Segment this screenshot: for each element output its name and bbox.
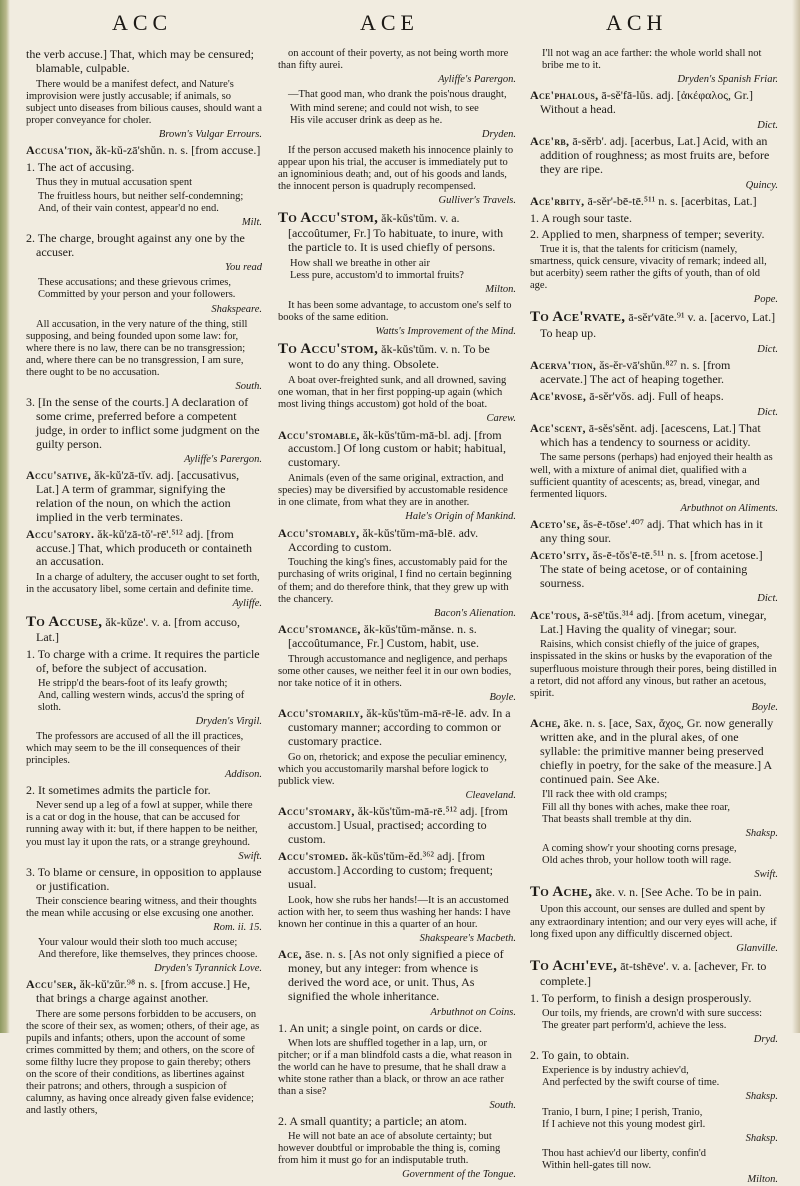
entry-headword: Ache,: [530, 715, 561, 730]
quotation: Never send up a leg of a fowl at supper, while there is a cat or dog in the house, that can be accused for running away with it: but, if there happen to be neither, you must lay it upon the rats, or a strange greyhound.: [26, 800, 258, 848]
citation: Swift.: [238, 850, 262, 862]
entry-headword: Ace'rb,: [530, 134, 570, 149]
entry-definition: ā-sĕrb'. adj. [acerbus, Lat.] Acid, with an addition of roughness; as most fruits are, before they are ripe.: [540, 134, 770, 177]
citation: Milton.: [747, 1173, 778, 1185]
quotation: When lots are shuffled together in a lap, urn, or pitcher; or if a man blindfold casts a die, what reason in the world can he have to presume, that he shall draw a white stone rather than a black, or throw an ace rather than a sise?: [278, 1037, 512, 1097]
citation: Dryden's Spanish Friar.: [677, 74, 778, 86]
entry-headword: Accu'stomed.: [278, 848, 349, 863]
entry-definition: ăk-kŭs'tŭm. v. n. To be wont to do any thing. Obsolete.: [288, 341, 490, 372]
entry-headword: Accu'sative,: [26, 467, 92, 482]
entry-headword: Aceto'sity,: [530, 547, 590, 562]
entry-sense: 3. To blame or censure, in opposition to applause or justification.: [26, 864, 262, 893]
dictionary-entry: [530, 717, 778, 787]
entry-continuation: the verb accuse.] That, which may be censured; blamable, culpable.: [26, 47, 255, 75]
entry-headword: Accu'ser,: [26, 977, 77, 992]
entry-headword: Ace,: [278, 946, 302, 961]
quotation: In a charge of adultery, the accuser ought to set forth, in the accusatory libel, some certain and definite time.: [26, 572, 260, 596]
citation: Brown's Vulgar Errours.: [158, 129, 262, 141]
citation: Quincy.: [745, 180, 778, 191]
citation: Ayliffe's Parergon.: [184, 453, 262, 465]
entry-definition: ăs-ē-tŏs'ē-tē.⁵¹¹ n. s. [from acetose.] The state of being acetose, or of containing sourness.: [540, 547, 763, 590]
entry-definition: ā-sĕ'fā-lŭs. adj. [ἀκέφαλος, Gr.] Without a head.: [540, 88, 754, 117]
dictionary-entry: [278, 527, 516, 555]
citation: Ayliffe.: [232, 598, 262, 610]
entry-sense: 2. A small quantity; a particle; an atom.: [278, 1114, 467, 1129]
entry-definition: ăk-kŭ-zā'shŭn. n. s. [from accuse.]: [92, 143, 261, 158]
entry-definition: ā-sĕr'-bē-tē.⁵¹¹ n. s. [acerbitas, Lat.]: [584, 194, 757, 209]
citation: Shakspeare.: [211, 303, 262, 315]
entry-headword: Aceto'se,: [530, 516, 581, 531]
dictionary-entry: [278, 623, 516, 651]
entry-sense: 1. A rough sour taste.: [530, 211, 632, 226]
entry-headword: Ace'phalous,: [530, 88, 599, 103]
entry-headword: Accu'satory.: [26, 526, 95, 541]
verse-quotation: He stripp'd the bears-foot of its leafy growth; And, calling western winds, accus'd the spring of sloth.: [38, 677, 245, 713]
citation: Carew.: [486, 413, 516, 425]
entry-definition: ăk-kŭs'tŭm-mā-blē. adv. According to custom.: [288, 525, 479, 554]
dictionary-entry: [26, 528, 262, 570]
entry-sense: 2. The charge, brought against any one by the accuser.: [26, 231, 245, 260]
dictionary-entry: [530, 135, 778, 177]
citation: You read: [225, 262, 262, 274]
citation: South.: [235, 381, 262, 392]
dictionary-entry: [278, 707, 516, 749]
citation: Government of the Tongue.: [402, 1169, 516, 1181]
entry-headword: To Accu'stom,: [278, 340, 379, 357]
citation: Gulliver's Travels.: [438, 194, 516, 206]
entry-definition: ā-sĕs'sĕnt. adj. [acescens, Lat.] That which has a tendency to sourness or acidity.: [540, 420, 761, 449]
citation: Ayliffe's Parergon.: [438, 74, 516, 86]
running-head-left: ACC: [112, 10, 173, 35]
entry-definition: ăk-kŭs'tŭm-ĕd.³⁶² adj. [from accustom.] According to custom; frequent; usual.: [288, 848, 493, 891]
column-middle: [278, 48, 516, 1181]
entry-headword: Accu'stomable,: [278, 427, 360, 442]
citation: Dict.: [757, 593, 778, 605]
entry-headword: Acerva'tion,: [530, 357, 597, 372]
citation: Pope.: [753, 294, 778, 306]
entry-definition: āke. v. n. [See Ache. To be in pain.: [592, 885, 762, 900]
quotation: Upon this account, our senses are dulled and spent by any extraordinary intention; and our very eyes will ache, if long fixed upon any difficultly discerned object.: [530, 904, 777, 940]
citation: Hale's Origin of Mankind.: [405, 511, 516, 523]
entry-definition: ăk-kŭs'tŭm-mā-rē.⁵¹² adj. [from accustom.] Usual, practised; according to custom.: [288, 804, 508, 846]
verse-quotation: With mind serene; and could not wish, to see His vile accuser drink as deep as he.: [290, 103, 479, 127]
quotation: Their conscience bearing witness, and their thoughts the mean while accusing or else excusing one another.: [26, 895, 257, 919]
dictionary-entry: [278, 341, 516, 372]
quotation: If the person accused maketh his innocence plainly to appear upon his trial, the accuser is immediately put to an ignominious death; and, out of his goods and lands, the innocent person is quadruply recompensed.: [278, 144, 514, 192]
quotation: Thus they in mutual accusation spent: [36, 177, 193, 189]
quotation: Raisins, which consist chiefly of the juice of grapes, inspissated in the skins or husks by the evaporation of the superfluous moisture through their pores, being distilled in a retort, did not afford any vinous, but rather an acetous, spirit.: [530, 639, 777, 699]
entry-definition: ăk-kŭ'zā-tĭv. adj. [accusativus, Lat.] A term of grammar, signifying the relation of the noun, on which the action implied in the verb terminates.: [36, 467, 240, 524]
entry-sense: 1. An unit; a single point, on cards or dice.: [278, 1020, 482, 1035]
column-left: [26, 47, 262, 1117]
quotation: It has been some advantage, to accustom one's self to books of the same edition.: [278, 299, 512, 323]
verse-quotation: How shall we breathe in other air Less pure, accustom'd to immortal fruits?: [290, 258, 464, 282]
column-right: [530, 48, 778, 1185]
entry-definition: ăk-kŭze'. v. a. [from accuso, Lat.]: [36, 614, 241, 644]
entry-headword: To Ace'rvate,: [530, 309, 626, 326]
quotation: on account of their poverty, as not being worth more than fifty aurei.: [278, 48, 509, 72]
citation: Milt.: [241, 217, 262, 229]
entry-headword: Accu'stomably,: [278, 525, 360, 540]
entry-definition: ăs-ē-tōse'.⁴⁰⁷ adj. That which has in it any thing sour.: [540, 516, 763, 545]
entry-definition: ăk-kŭ'zā-tŏ'-rē'.⁵¹² adj. [from accuse.] That, which produceth or containeth an accusation.: [36, 526, 253, 569]
entry-definition: ăk-kŭ'zŭr.⁹⁸ n. s. [from accuse.] He, that brings a charge against another.: [36, 977, 251, 1006]
verse-quotation: Tranio, I burn, I pine; I perish, Tranio, If I achieve not this young modest girl.: [542, 1106, 706, 1130]
entry-definition: ăk-kŭs'tŭm-mā-bl. adj. [from accustom.] Of long custom or habit; habitual, customary.: [288, 427, 506, 470]
citation: Arbuthnot on Aliments.: [680, 502, 778, 514]
quotation: Through accustomance and negligence, and perhaps some other causes, we neither feel it in our own bodies, nor take notice of it in others.: [278, 653, 512, 689]
verse-quotation: Experience is by industry achiev'd, And perfected by the swift course of time.: [542, 1065, 720, 1089]
running-head-right: ACH: [606, 10, 668, 35]
running-heads: [0, 10, 800, 44]
citation: Dict.: [757, 120, 778, 132]
citation: Shaksp.: [745, 1132, 778, 1144]
dictionary-entry: [530, 195, 778, 209]
dictionary-entry: [26, 614, 262, 645]
dictionary-entry: [530, 884, 778, 901]
entry-definition: āse. n. s. [As not only signified a piece of money, but any integer: from whence is derived the word ace, or unit. Thus, As signified the whole inheritance.: [288, 946, 504, 1003]
citation: Boyle.: [751, 701, 778, 713]
entry-headword: Ace'tous,: [530, 607, 581, 622]
dictionary-entry: [26, 978, 262, 1006]
verse-quotation: Our toils, my friends, are crown'd with sure success: The greater part perform'd, achieve the less.: [542, 1008, 763, 1032]
dictionary-entry: [26, 469, 262, 525]
quotation: He will not bate an ace of absolute certainty; but however doubtful or improbable the thing is, coming from him it must go for an indisputable truth.: [278, 1130, 501, 1167]
dictionary-entry: [530, 309, 778, 340]
entry-headword: To Accuse,: [26, 613, 103, 630]
verse-quotation: Thou hast achiev'd our liberty, confin'd Within hell-gates till now.: [542, 1147, 707, 1171]
citation: Swift.: [754, 868, 778, 880]
verse-quotation: Your valour would their sloth too much accuse; And therefore, like themselves, they princes choose.: [38, 936, 258, 960]
dictionary-entry: [278, 429, 516, 471]
verse-quotation: I'll not wag an ace farther: the whole world shall not bribe me to it.: [542, 48, 762, 72]
quotation: Touching the king's fines, accustomably paid for the purchasing of writs original, I find no certain beginning of them; and do therefore think, that they grew up with the chancery.: [278, 557, 512, 605]
citation: Shaksp.: [745, 827, 778, 839]
quotation: The professors are accused of all the ill practices, which may seem to be the ill consequences of their principles.: [26, 731, 244, 767]
citation: Cleaveland.: [465, 789, 516, 801]
citation: Milton.: [485, 284, 516, 296]
citation: Dict.: [757, 406, 778, 418]
entry-definition: ā-sĕr'vŏs. adj. Full of heaps.: [586, 388, 724, 403]
citation: Addison.: [224, 769, 262, 781]
citation: Shakspeare's Macbeth.: [419, 932, 516, 944]
dictionary-entry: [530, 958, 778, 989]
dictionary-entry: [530, 609, 778, 637]
quotation: A boat over-freighted sunk, and all drowned, saving one woman, that in her first popping-up again (which most living things accustom) got hold of the boat.: [278, 375, 507, 411]
entry-definition: ā-sĕr'vāte.⁹¹ v. a. [acervo, Lat.] To heap up.: [540, 310, 776, 340]
entry-headword: To Accu'stom,: [278, 210, 379, 227]
entry-sense: 2. It sometimes admits the particle for.: [26, 783, 211, 798]
dictionary-entry: [278, 805, 516, 847]
citation: Watts's Improvement of the Mind.: [375, 325, 516, 337]
entry-headword: Accu'stomary,: [278, 804, 355, 819]
entry-definition: ăk-kŭs'tŭm-mā-rē-lē. adv. In a customary manner; according to common or customary practice.: [288, 706, 511, 748]
citation: Dryden.: [481, 129, 516, 141]
verse-quotation: A coming show'r your shooting corns presage, Old aches throb, your hollow tooth will rage.: [542, 842, 737, 866]
page-edge-right: [792, 0, 800, 1033]
citation: South.: [489, 1099, 516, 1111]
quotation: —That good man, who drank the pois'nous draught,: [288, 89, 507, 101]
citation: Dryd.: [753, 1034, 778, 1046]
quotation: Look, how she rubs her hands!—It is an accustomed action with her, to seem thus washing her hands: I have known her continue in this a quarter of an hour.: [278, 894, 511, 930]
entry-headword: Accu'stomance,: [278, 621, 361, 636]
dictionary-entry: [530, 422, 778, 450]
entry-headword: Accu'stomarily,: [278, 706, 364, 721]
entry-headword: Ace'scent,: [530, 420, 586, 435]
dictionary-entry: [278, 850, 516, 892]
citation: Dict.: [757, 343, 778, 355]
quotation: Animals (even of the same original, extraction, and species) may be diversified by accustomable residence in one climate, from what they are in another.: [278, 473, 508, 509]
entry-definition: āke. n. s. [ace, Sax, ἄχος, Gr. now generally written ake, and in the plural akes, of one syllable: the primitive manner being preserved chiefly in poetry, for the sake of the measure.] A continued pain. See Ake.: [540, 715, 774, 786]
entry-definition: ăk-kŭs'tŭm. v. a. [accoûtumer, Fr.] To habituate, to inure, with the particle to. It is used chiefly of persons.: [288, 211, 504, 255]
entry-sense: 3. [In the sense of the courts.] A declaration of some crime, preferred before a competent judge, in order to inflict some judgment on the guilty person.: [26, 395, 260, 451]
page-edge-left: [0, 0, 10, 1033]
dictionary-entry: [278, 948, 516, 1004]
entry-headword: Ace'rvose,: [530, 388, 587, 403]
citation: Dryden's Tyrannick Love.: [154, 963, 262, 974]
entry-sense: 2. Applied to men, sharpness of temper; severity.: [530, 226, 765, 241]
quotation: There would be a manifest defect, and Nature's improvision were justly accusable; if animals, so subject unto diseases from bilious causes, should want a proper conveyance for choler.: [26, 78, 262, 126]
entry-headword: To Ache,: [530, 884, 593, 901]
entry-sense: 2. To gain, to obtain.: [530, 1048, 630, 1063]
entry-definition: ăs-ĕr-vā'shŭn.⁸²⁷ n. s. [from acervate.] The act of heaping together.: [540, 357, 731, 386]
dictionary-entry: [278, 210, 516, 255]
quotation: The same persons (perhaps) had enjoyed their health as well, with a mixture of animal diet, qualified with a sufficient quantity of acescents; as, bread, vinegar, and fermented liquors.: [530, 452, 773, 500]
entry-sense: 1. To perform, to finish a design prosperously.: [530, 991, 752, 1006]
citation: Glanville.: [736, 942, 778, 954]
dictionary-entry: [530, 549, 778, 591]
entry-headword: Accusa'tion,: [26, 143, 93, 158]
quotation: All accusation, in the very nature of the thing, still supposing, and being founded upon some law: for, where there is no law, there can be no transgression; and, where there can be no transgression, I am sure, there ought to be no accusation.: [26, 318, 248, 378]
quotation: There are some persons forbidden to be accusers, on the score of their sex, as women; others, of their age, as pupils and infants; others, upon the account of some crimes committed by them; and others, on the score of some filthy lucre they propose to gain thereby; others on the score of their conditions, as libertines against their patrons; and others, through a suspicion of calumny, as having once already given false evidence; and lastly others,: [26, 1008, 260, 1117]
quotation: True it is, that the talents for criticism (namely, smartness, quick censure, vivacity of remark; indeed all, but acerbity) seem rather the gifts of youth, than of old age.: [530, 243, 767, 292]
citation: Bacon's Alienation.: [434, 607, 516, 619]
citation: Rom. ii. 15.: [213, 921, 262, 933]
entry-sense: 1. The act of accusing.: [26, 160, 135, 175]
entry-sense: 1. To charge with a crime. It requires the particle of, before the subject of accusation.: [26, 646, 260, 675]
dictionary-entry: [530, 89, 778, 117]
citation: Dryden's Virgil.: [195, 715, 262, 727]
verse-quotation: The fruitless hours, but neither self-condemning; And, of their vain contest, appear'd no end.: [38, 191, 244, 215]
entry-definition: āt-tshēve'. v. a. [achever, Fr. to complete.]: [540, 958, 767, 989]
verse-quotation: These accusations; and these grievous crimes, Committed by your person and your followers.: [38, 277, 236, 301]
entry-headword: Ace'rbity,: [530, 194, 585, 209]
quotation: Go on, rhetorick; and expose the peculiar eminency, which you accustomarily marshal before logick to publick view.: [278, 751, 507, 787]
running-head-center: ACE: [360, 10, 419, 35]
citation: Arbuthnot on Coins.: [430, 1006, 516, 1018]
citation: Shaksp.: [745, 1091, 778, 1103]
entry-definition: ā-sē'tŭs.³¹⁴ adj. [from acetum, vinegar, Lat.] Having the quality of vinegar; sour.: [540, 607, 767, 636]
dictionary-entry: [530, 390, 778, 404]
citation: Boyle.: [489, 691, 516, 703]
entry-headword: To Achi'eve,: [530, 957, 618, 974]
verse-quotation: I'll rack thee with old cramps; Fill all thy bones with aches, make thee roar, That beasts shall tremble at thy din.: [542, 789, 730, 825]
entry-definition: ăk-kŭs'tŭm-mănse. n. s. [accoûtumance, Fr.] Custom, habit, use.: [288, 621, 479, 650]
dictionary-entry: [530, 518, 778, 546]
dictionary-entry: [530, 359, 778, 387]
dictionary-entry: [26, 144, 262, 158]
